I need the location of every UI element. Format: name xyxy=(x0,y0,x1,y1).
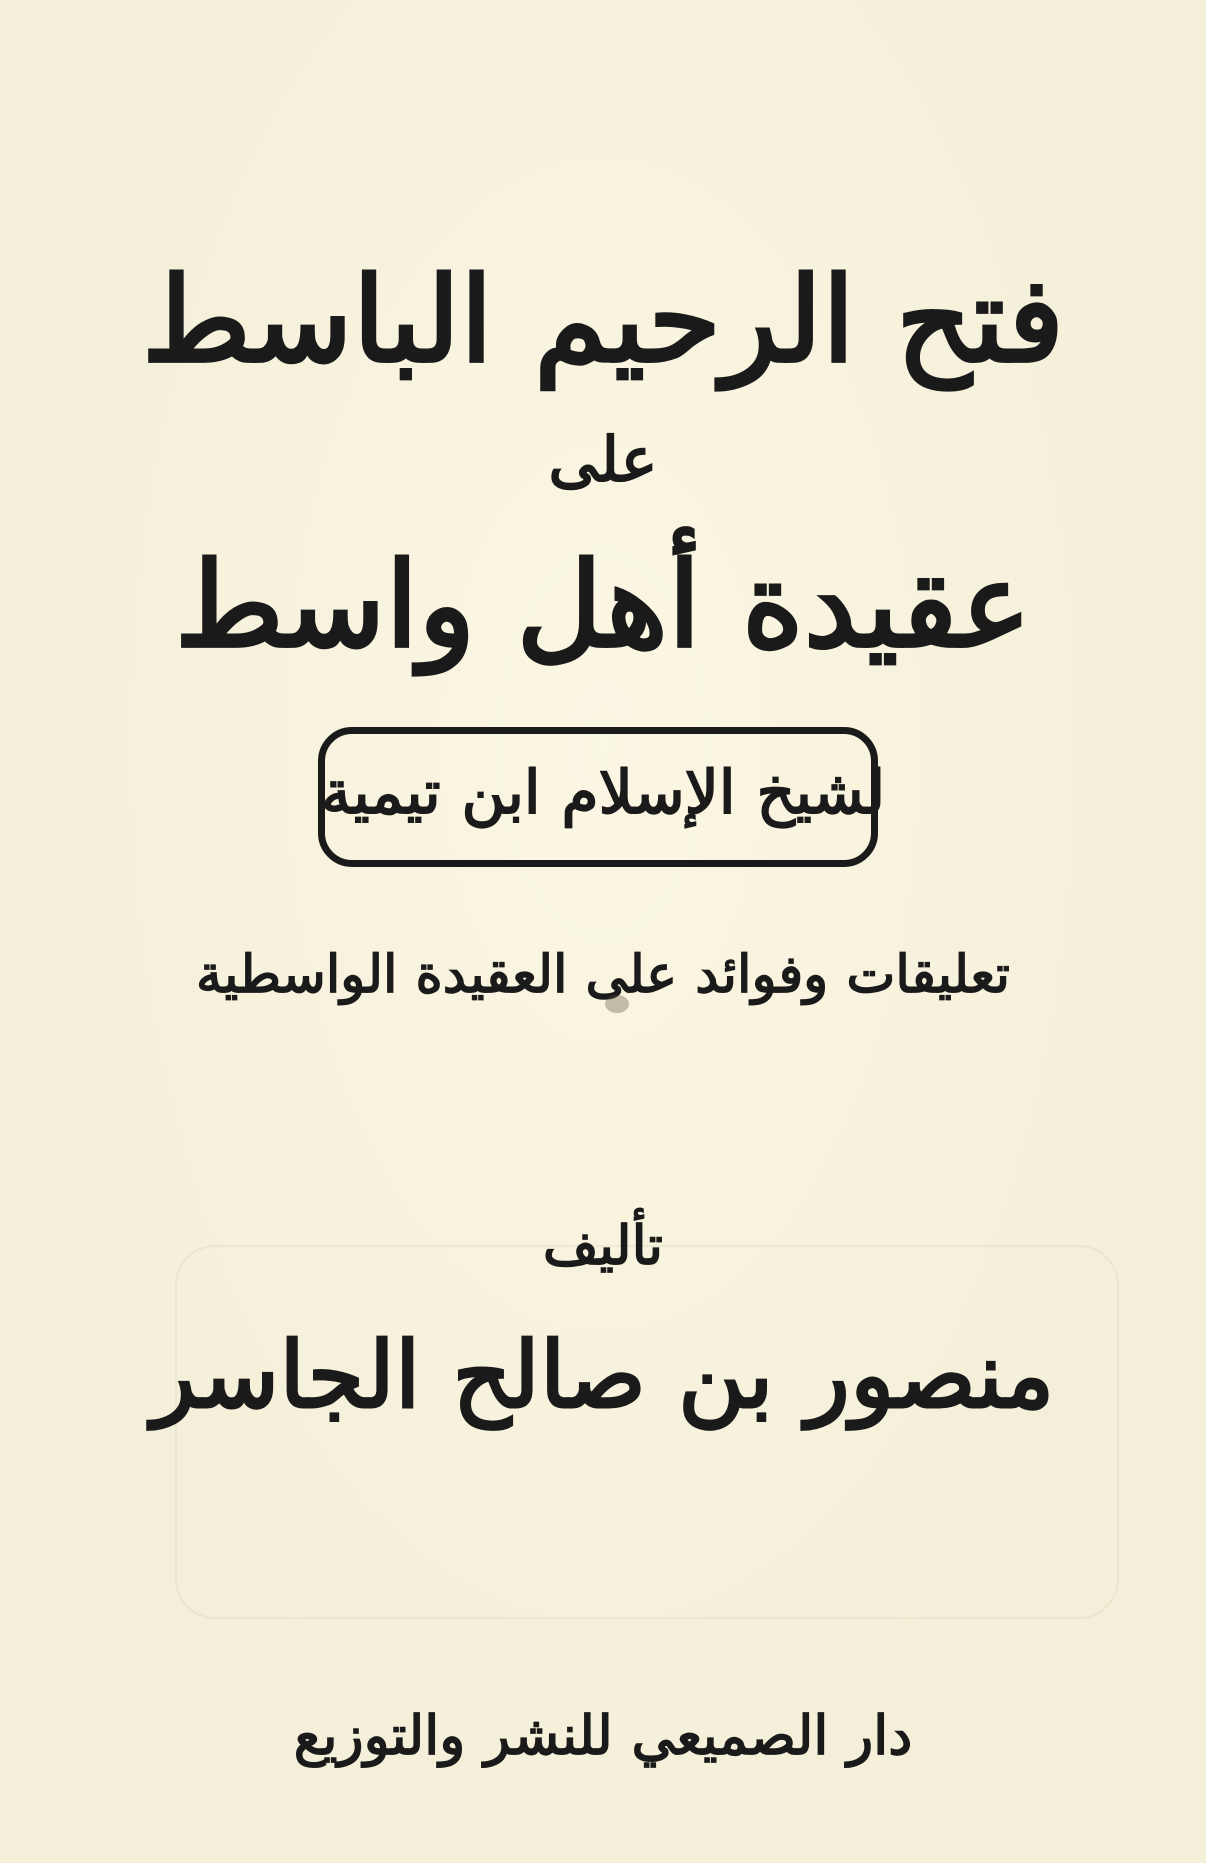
main-title-line-1: فتح الرحيم الباسط xyxy=(141,250,1065,389)
main-title-connector: على xyxy=(548,423,658,496)
ink-smudge xyxy=(605,995,629,1013)
original-author: لشيخ الإسلام ابن تيمية xyxy=(320,758,886,828)
composer-name: منصور بن صالح الجاسر xyxy=(151,1321,1055,1429)
publisher-name: دار الصميعي للنشر والتوزيع xyxy=(293,1703,913,1767)
main-title-line-2: عقيدة أهل واسط xyxy=(174,535,1032,674)
composed-by-label: تأليف xyxy=(542,1213,664,1277)
subtitle: تعليقات وفوائد على العقيدة الواسطية xyxy=(196,944,1010,1005)
